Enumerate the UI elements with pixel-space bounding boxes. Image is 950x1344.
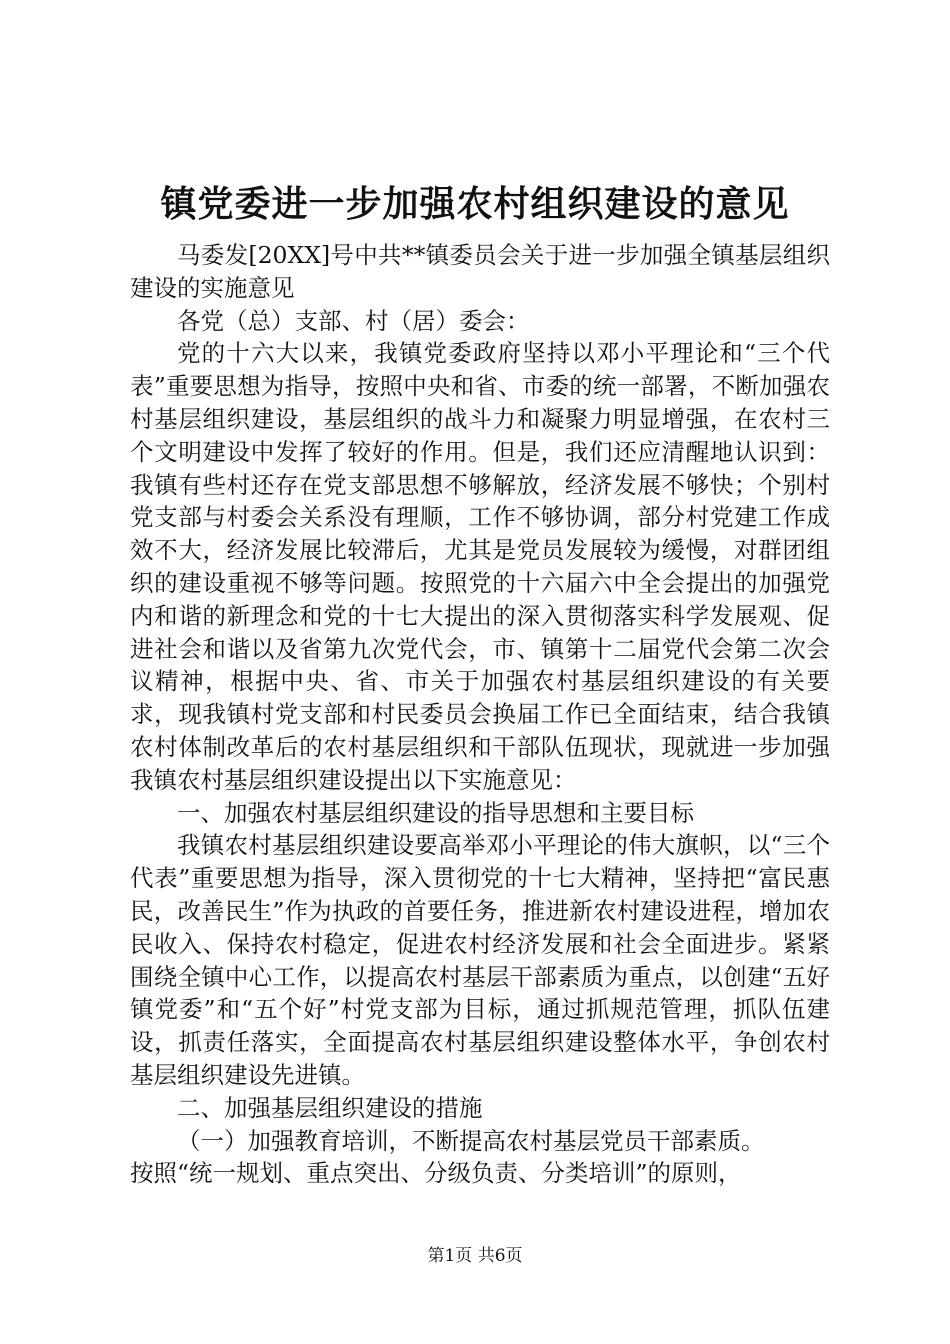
document-number-paragraph: 马委发[20XX]号中共**镇委员会关于进一步加强全镇基层组织建设的实施意见 xyxy=(130,241,830,302)
body-paragraph: 按照“统一规划、重点突出、分级负责、分类培训”的原则， xyxy=(130,1159,742,1188)
section-heading-2: 二、加强基层组织建设的措施 xyxy=(177,1093,483,1122)
page-footer: 第1页 共6页 xyxy=(427,1246,523,1266)
section-heading-1: 一、加强农村基层组织建设的指导思想和主要目标 xyxy=(177,798,694,827)
body-paragraph: 党的十六大以来，我镇党委政府坚持以邓小平理论和“三个代表”重要思想为指导，按照中央和省、市委的统一部署，不断加强农村基层组织建设，基层组织的战斗力和凝聚力明显增强，在农村三个文明建设中发挥了较好的作用。但是，我们还应清醒地认识到：我镇有些村还存在党支部思想不够解放，经济发展不够快；个别村党支部与村委会关系没有理顺，工作不够协调，部分村党建工作成效不大，经济发展比较滞后，尤其是党员发展较为缓慢，对群团组织的建设重视不够等问题。按照党的十六届六中全会提出的加强党内和谐的新理念和党的十七大提出的深入贯彻落实科学发展观、促进社会和谐以及省第九次党代会，市、镇第十二届党代会第二次会议精神，根据中央、省、市关于加强农村基层组织建设的有关要求，现我镇村党支部和村民委员会换届工作已全面结束，结合我镇农村体制改革后的农村基层组织和干部队伍现状，现就进一步加强我镇农村基层组织建设提出以下实施意见： xyxy=(130,339,830,794)
document-title: 镇党委进一步加强农村组织建设的意见 xyxy=(160,183,790,225)
subsection-heading: （一）加强教育培训，不断提高农村基层党员干部素质。 xyxy=(177,1126,765,1155)
salutation-paragraph: 各党（总）支部、村（居）委会： xyxy=(177,306,530,335)
document-body xyxy=(130,239,830,1190)
body-paragraph: 我镇农村基层组织建设要高举邓小平理论的伟大旗帜，以“三个代表”重要思想为指导，深入贯彻党的十七大精神，坚持把“富民惠民，改善民生”作为执政的首要任务，推进新农村建设进程，增加农民收入、保持农村稳定，促进农村经济发展和社会全面进步。紧紧围绕全镇中心工作，以提高农村基层干部素质为重点，以创建“五好镇党委”和“五个好”村党支部为目标，通过抓规范管理，抓队伍建设，抓责任落实，全面提高农村基层组织建设整体水平，争创农村基层组织建设先进镇。 xyxy=(130,831,830,1089)
